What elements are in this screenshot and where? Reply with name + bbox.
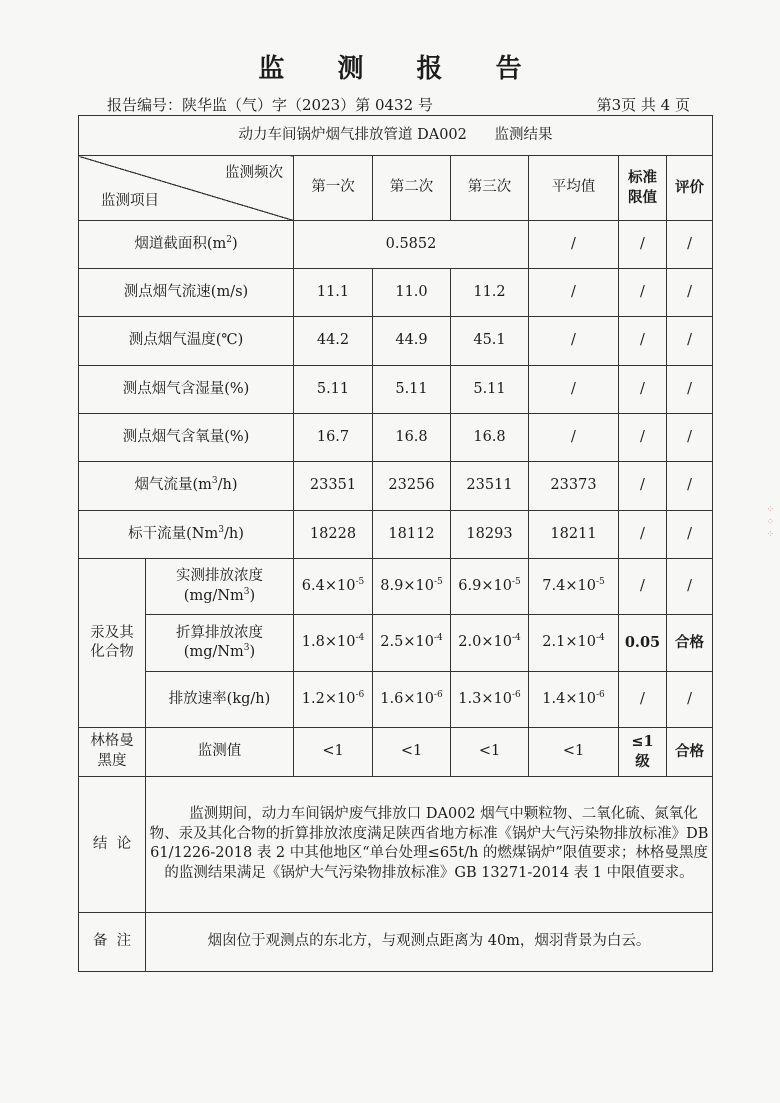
seam-stamp-mark: ⁘ ⁘ ⁘ xyxy=(764,505,774,539)
evaluation-cell: / xyxy=(667,414,713,462)
header-frequency-label: 监测频次 xyxy=(225,165,283,182)
row-label: 标干流量(Nm$^3$/h) xyxy=(79,510,294,558)
table-row xyxy=(79,365,713,413)
ringelmann-group-label: 林格曼 黑度 xyxy=(79,728,146,776)
limit-cell: 0.05 xyxy=(619,615,667,671)
row-label: 测点烟气流速(m/s) xyxy=(79,269,294,317)
conclusion-label: 结 论 xyxy=(79,776,146,913)
value-cell: 5.11 xyxy=(373,365,451,413)
header-second: 第二次 xyxy=(373,156,451,220)
row-label: 烟气流量$(m^3/h)$ xyxy=(79,462,294,510)
evaluation-cell: / xyxy=(667,671,713,727)
value-cell: 18112 xyxy=(373,510,451,558)
row-label: 监测值 xyxy=(146,728,294,776)
value-cell: 5.11 xyxy=(294,365,373,413)
average-cell: 18211 xyxy=(529,510,619,558)
header-row xyxy=(79,156,713,220)
value-cell: <1 xyxy=(451,728,529,776)
conclusion-row xyxy=(79,776,713,913)
average-cell: <1 xyxy=(529,728,619,776)
value-cell: 18293 xyxy=(451,510,529,558)
header-average: 平均值 xyxy=(529,156,619,220)
evaluation-cell: / xyxy=(667,220,713,268)
value-cell: $6.4\times 10^{-5}$ xyxy=(294,559,373,615)
value-cell: 11.0 xyxy=(373,269,451,317)
value-cell: 18228 xyxy=(294,510,373,558)
table-row xyxy=(79,269,713,317)
value-cell: 16.7 xyxy=(294,414,373,462)
header-standard-limit: 标准 限值 xyxy=(619,156,667,220)
limit-cell: / xyxy=(619,671,667,727)
table-row xyxy=(79,510,713,558)
remarks-text: 烟囱位于观测点的东北方，与观测点距离为 40m，烟羽背景为白云。 xyxy=(146,913,713,972)
value-cell: 11.2 xyxy=(451,269,529,317)
section-title: 动力车间锅炉烟气排放管道 DA002 监测结果 xyxy=(79,116,713,156)
limit-cell: ≤1 级 xyxy=(619,728,667,776)
average-cell: 23373 xyxy=(529,462,619,510)
header-third: 第三次 xyxy=(451,156,529,220)
value-cell: 16.8 xyxy=(451,414,529,462)
value-cell: 44.2 xyxy=(294,317,373,365)
value-cell: $2.5\times 10^{-4}$ xyxy=(373,615,451,671)
diagonal-header-cell xyxy=(79,156,294,220)
average-cell: $2.1\times 10^{-4}$ xyxy=(529,615,619,671)
value-cell: $1.8\times 10^{-4}$ xyxy=(294,615,373,671)
table-row xyxy=(79,414,713,462)
evaluation-cell: / xyxy=(667,510,713,558)
table-row xyxy=(79,671,713,727)
table-row xyxy=(79,728,713,776)
value-cell: <1 xyxy=(294,728,373,776)
value-cell: 16.8 xyxy=(373,414,451,462)
limit-cell: / xyxy=(619,317,667,365)
header-first: 第一次 xyxy=(294,156,373,220)
table-row xyxy=(79,220,713,268)
table-row xyxy=(79,462,713,510)
limit-cell: / xyxy=(619,269,667,317)
table-row xyxy=(79,559,713,615)
row-label: 实测排放浓度 (mg/Nm$^3$) xyxy=(146,559,294,615)
evaluation-cell: / xyxy=(667,462,713,510)
average-cell: / xyxy=(529,269,619,317)
monitoring-results-table xyxy=(78,115,713,972)
remarks-row xyxy=(79,913,713,972)
value-cell: $1.2\times 10^{-6}$ xyxy=(294,671,373,727)
limit-cell: / xyxy=(619,510,667,558)
header-item-label: 监测项目 xyxy=(101,193,159,210)
value-cell: 45.1 xyxy=(451,317,529,365)
value-cell: 23351 xyxy=(294,462,373,510)
evaluation-cell: / xyxy=(667,269,713,317)
value-cell: <1 xyxy=(373,728,451,776)
value-cell: $8.9\times 10^{-5}$ xyxy=(373,559,451,615)
section-title-row xyxy=(79,116,713,156)
average-cell: $1.4\times 10^{-6}$ xyxy=(529,671,619,727)
table-row xyxy=(79,317,713,365)
area-value: 0.5852 xyxy=(294,220,529,268)
row-label: 烟道截面积$(m^2)$ xyxy=(79,220,294,268)
row-label: 测点烟气温度(℃) xyxy=(79,317,294,365)
evaluation-cell: / xyxy=(667,365,713,413)
average-cell: / xyxy=(529,365,619,413)
value-cell: 5.11 xyxy=(451,365,529,413)
limit-cell: / xyxy=(619,462,667,510)
row-label: 测点烟气含氧量(%) xyxy=(79,414,294,462)
average-cell: / xyxy=(529,220,619,268)
row-label: 折算排放浓度 (mg/Nm$^3$) xyxy=(146,615,294,671)
limit-cell: / xyxy=(619,414,667,462)
value-cell: $1.6\times 10^{-6}$ xyxy=(373,671,451,727)
value-cell: $2.0\times 10^{-4}$ xyxy=(451,615,529,671)
report-title: 监 测 报 告 xyxy=(258,54,544,84)
evaluation-cell: / xyxy=(667,317,713,365)
report-number: 报告编号：陕华监（气）字（2023）第 0432 号 xyxy=(107,96,433,114)
average-cell: / xyxy=(529,414,619,462)
value-cell: 23511 xyxy=(451,462,529,510)
value-cell: $1.3\times 10^{-6}$ xyxy=(451,671,529,727)
limit-cell: / xyxy=(619,220,667,268)
limit-cell: / xyxy=(619,559,667,615)
evaluation-cell: / xyxy=(667,559,713,615)
row-label: 测点烟气含湿量(%) xyxy=(79,365,294,413)
row-label: 排放速率(kg/h) xyxy=(146,671,294,727)
page-number: 第3页 共 4 页 xyxy=(596,96,690,114)
value-cell: 23256 xyxy=(373,462,451,510)
limit-cell: / xyxy=(619,365,667,413)
average-cell: $7.4\times 10^{-5}$ xyxy=(529,559,619,615)
conclusion-text: 监测期间，动力车间锅炉废气排放口 DA002 烟气中颗粒物、二氧化硫、氮氧化物、汞及其化合物的折算排放浓度满足陕西省地方标准《锅炉大气污染物排放标准》DB 61/1226-2018 表 2 中其他地区“单台处理≤65t/h 的燃煤锅炉”限值要求；林格曼黑度的监测结果满足《锅炉大气污染物排放标准》GB 13271-2014 表 1 中限值要求。 xyxy=(146,776,713,913)
header-evaluation: 评价 xyxy=(667,156,713,220)
value-cell: 44.9 xyxy=(373,317,451,365)
evaluation-cell: 合格 xyxy=(667,728,713,776)
mercury-group-label: 汞及其 化合物 xyxy=(79,559,146,728)
evaluation-cell: 合格 xyxy=(667,615,713,671)
remarks-label: 备 注 xyxy=(79,913,146,972)
average-cell: / xyxy=(529,317,619,365)
table-row xyxy=(79,615,713,671)
value-cell: 11.1 xyxy=(294,269,373,317)
value-cell: $6.9\times 10^{-5}$ xyxy=(451,559,529,615)
